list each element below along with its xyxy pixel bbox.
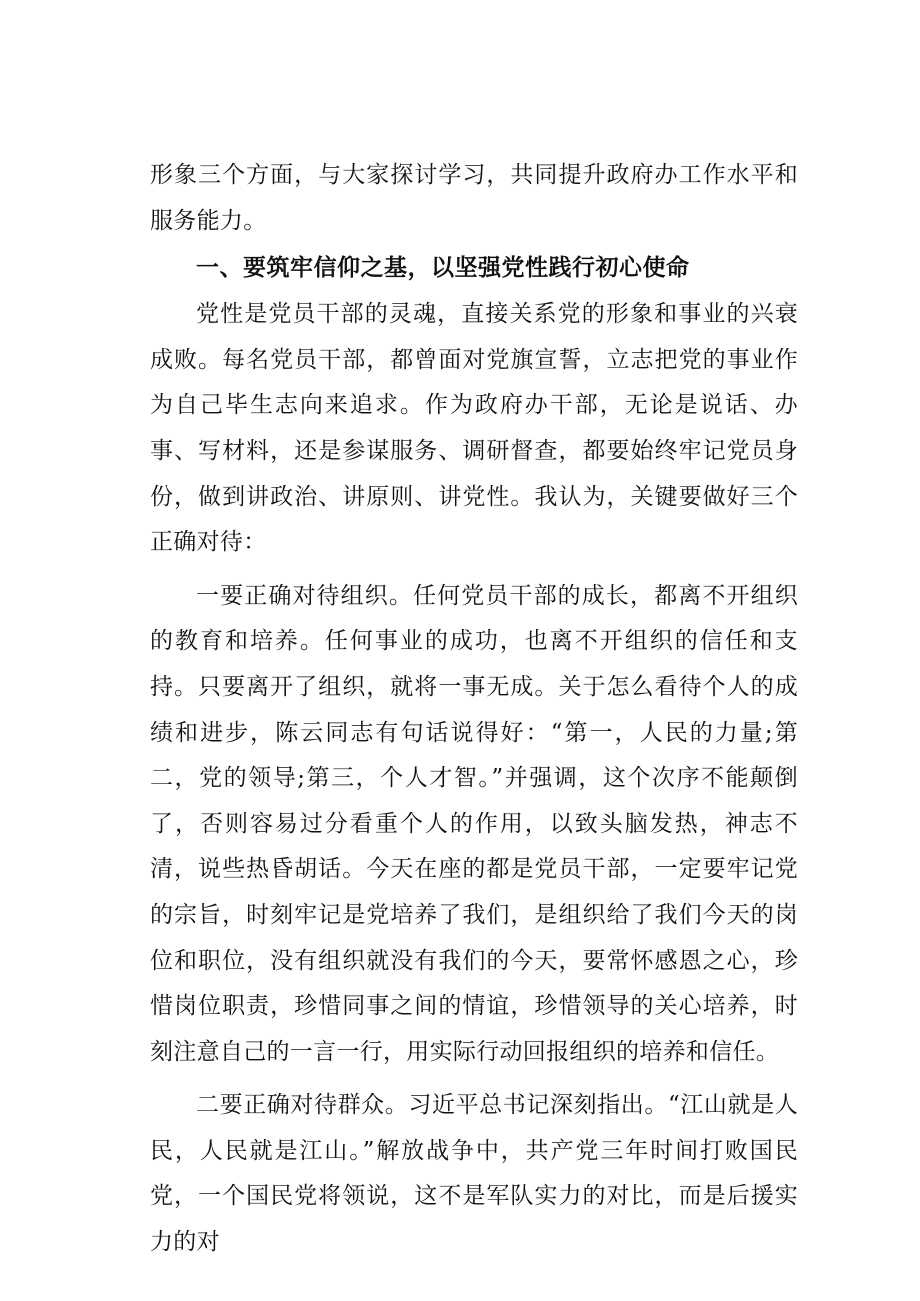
continuation-paragraph: 形象三个方面，与大家探讨学习，共同提升政府办工作水平和服务能力。 (150, 162, 798, 234)
section-heading: 一、要筑牢信仰之基，以坚强党性践行初心使命 (196, 255, 690, 282)
body-paragraph-1: 党性是党员干部的灵魂，直接关系党的形象和事业的兴衰成败。每名党员干部，都曾面对党旗宣誓，立志把党的事业作为自己毕生志向来追求。作为政府办干部，无论是说话、办事、写材料，还是参谋服务、调研督查，都要始终牢记党员身份，做到讲政治、讲原则、讲党性。我认为，关键要做好三个正确对待： (150, 301, 798, 556)
document-body (150, 153, 798, 1266)
body-paragraph-3: 二要正确对待群众。习近平总书记深刻指出。“江山就是人民，人民就是江山。”解放战争中，共产党三年时间打败国民党，一个国民党将领说，这不是军队实力的对比，而是后援实力的对 (150, 1092, 798, 1256)
body-paragraph-2: 一要正确对待组织。任何党员干部的成长，都离不开组织的教育和培养。任何事业的成功，也离不开组织的信任和支持。只要离开了组织，就将一事无成。关于怎么看待个人的成绩和进步，陈云同志有句话说得好：“第一，人民的力量;第二，党的领导;第三，个人才智。”并强调，这个次序不能颠倒了，否则容易过分看重个人的作用，以致头脑发热，神志不清，说些热昏胡话。今天在座的都是党员干部，一定要牢记党的宗旨，时刻牢记是党培养了我们，是组织给了我们今天的岗位和职位，没有组织就没有我们的今天，要常怀感恩之心，珍惜岗位职责，珍惜同事之间的情谊，珍惜领导的关心培养，时刻注意自己的一言一行，用实际行动回报组织的培养和信任。 (150, 582, 798, 1065)
